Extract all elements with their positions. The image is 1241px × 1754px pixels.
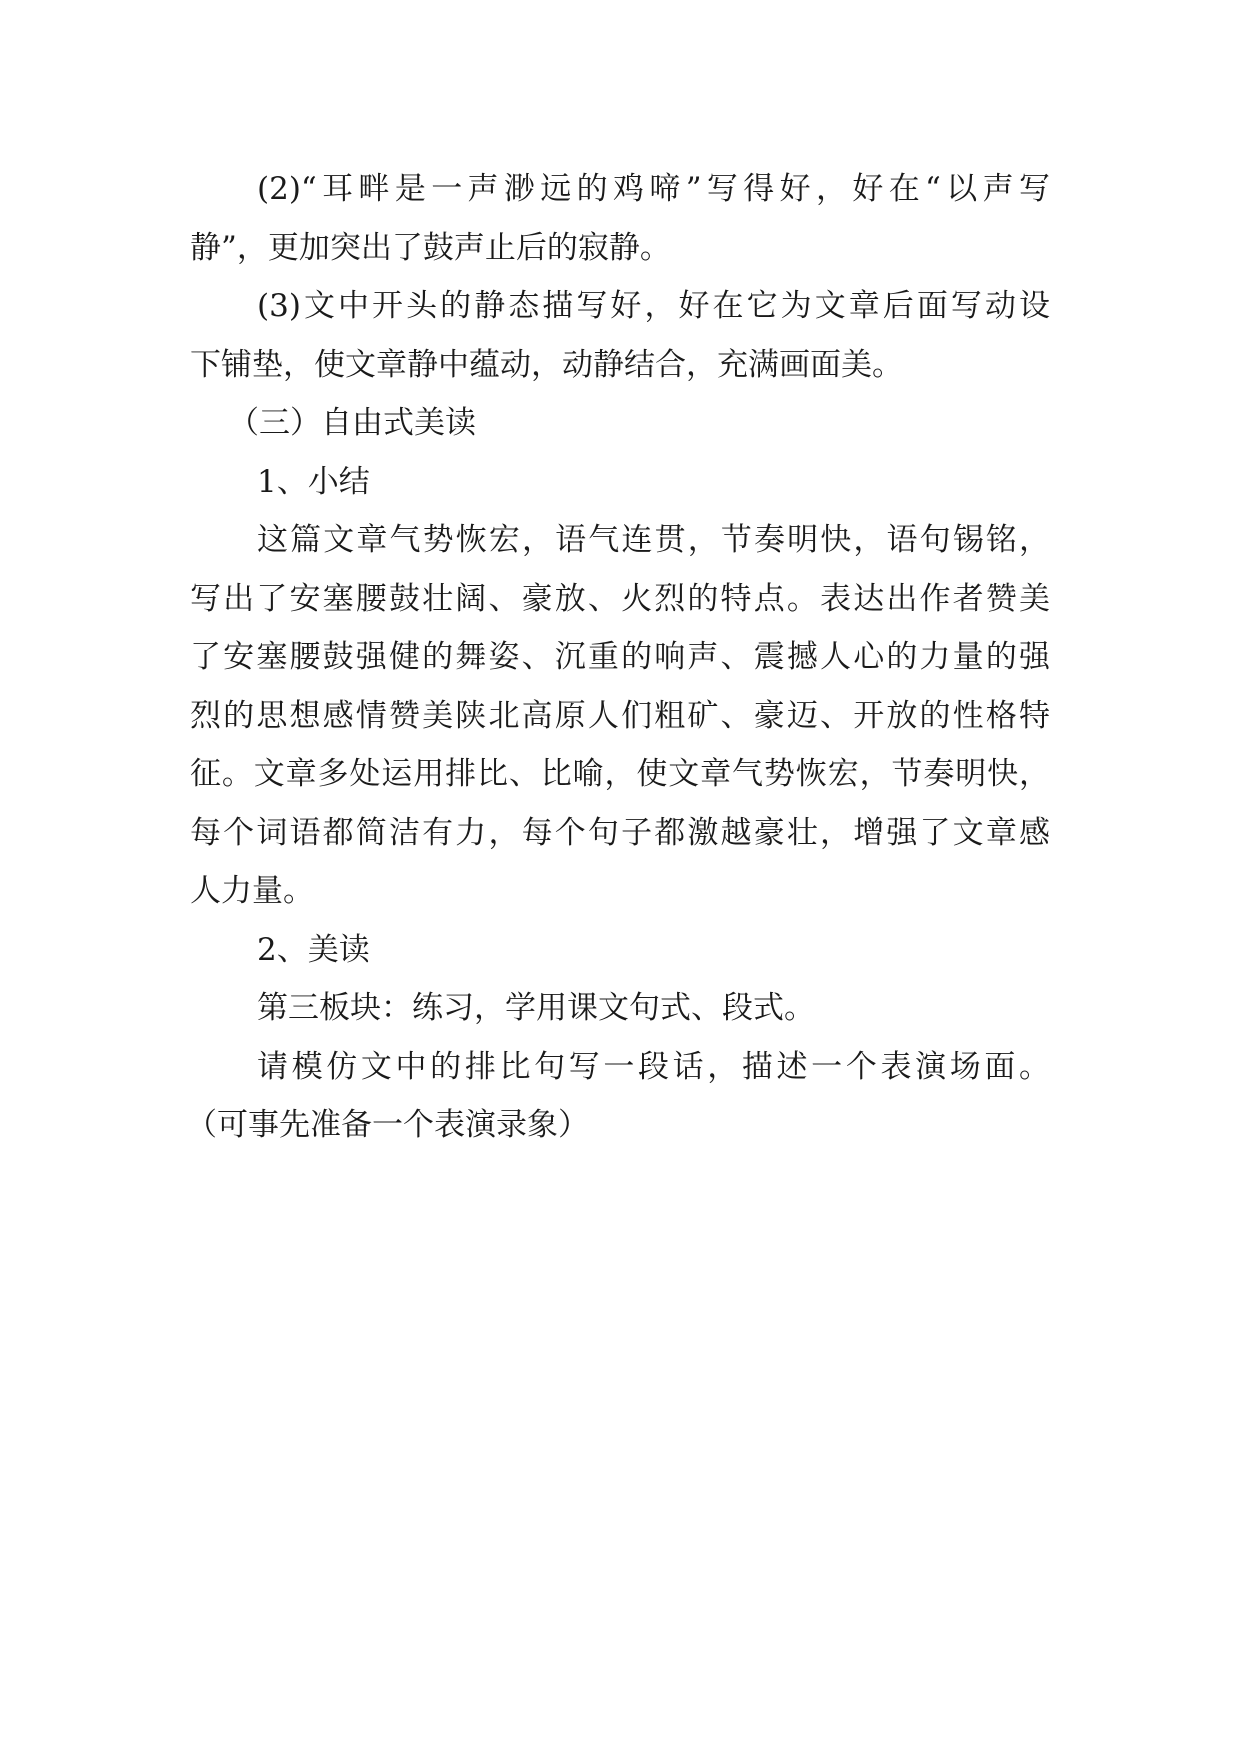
paragraph-line: 这篇文章气势恢宏，语气连贯，节奏明快，语句锡铭， <box>257 522 1050 558</box>
paragraph-line: 了安塞腰鼓强健的舞姿、沉重的响声、震撼人心的力量的强 <box>190 639 1050 675</box>
subsection-heading: 2、美读 <box>257 931 370 968</box>
paragraph-line: 每个词语都简洁有力，每个句子都激越豪壮，增强了文章感 <box>190 814 1050 851</box>
section-heading: （三）自由式美读 <box>228 405 476 441</box>
paragraph-line: （可事先准备一个表演录象） <box>186 1107 589 1143</box>
paragraph-line: 人力量。 <box>190 873 314 909</box>
paragraph-line: 请模仿文中的排比句写一段话，描述一个表演场面。 <box>257 1048 1050 1085</box>
paragraph-line: 下铺垫，使文章静中蕴动，动静结合，充满画面美。 <box>190 346 903 383</box>
paragraph-line: 征。文章多处运用排比、比喻，使文章气势恢宏，节奏明快， <box>190 756 1050 792</box>
paragraph-line: (2)“耳畔是一声渺远的鸡啼”写得好，好在“以声写 <box>257 171 1050 207</box>
subsection-heading: 1、小结 <box>257 463 370 500</box>
paragraph-line: (3)文中开头的静态描写好，好在它为文章后面写动设 <box>257 288 1050 324</box>
paragraph-line: 静”，更加突出了鼓声止后的寂静。 <box>190 229 671 266</box>
paragraph-line: 第三板块：练习，学用课文句式、段式。 <box>257 990 815 1026</box>
paragraph-line: 写出了安塞腰鼓壮阔、豪放、火烈的特点。表达出作者赞美 <box>190 580 1050 617</box>
document-body <box>186 160 1050 1155</box>
paragraph-line: 烈的思想感情赞美陕北高原人们粗矿、豪迈、开放的性格特 <box>190 697 1050 734</box>
